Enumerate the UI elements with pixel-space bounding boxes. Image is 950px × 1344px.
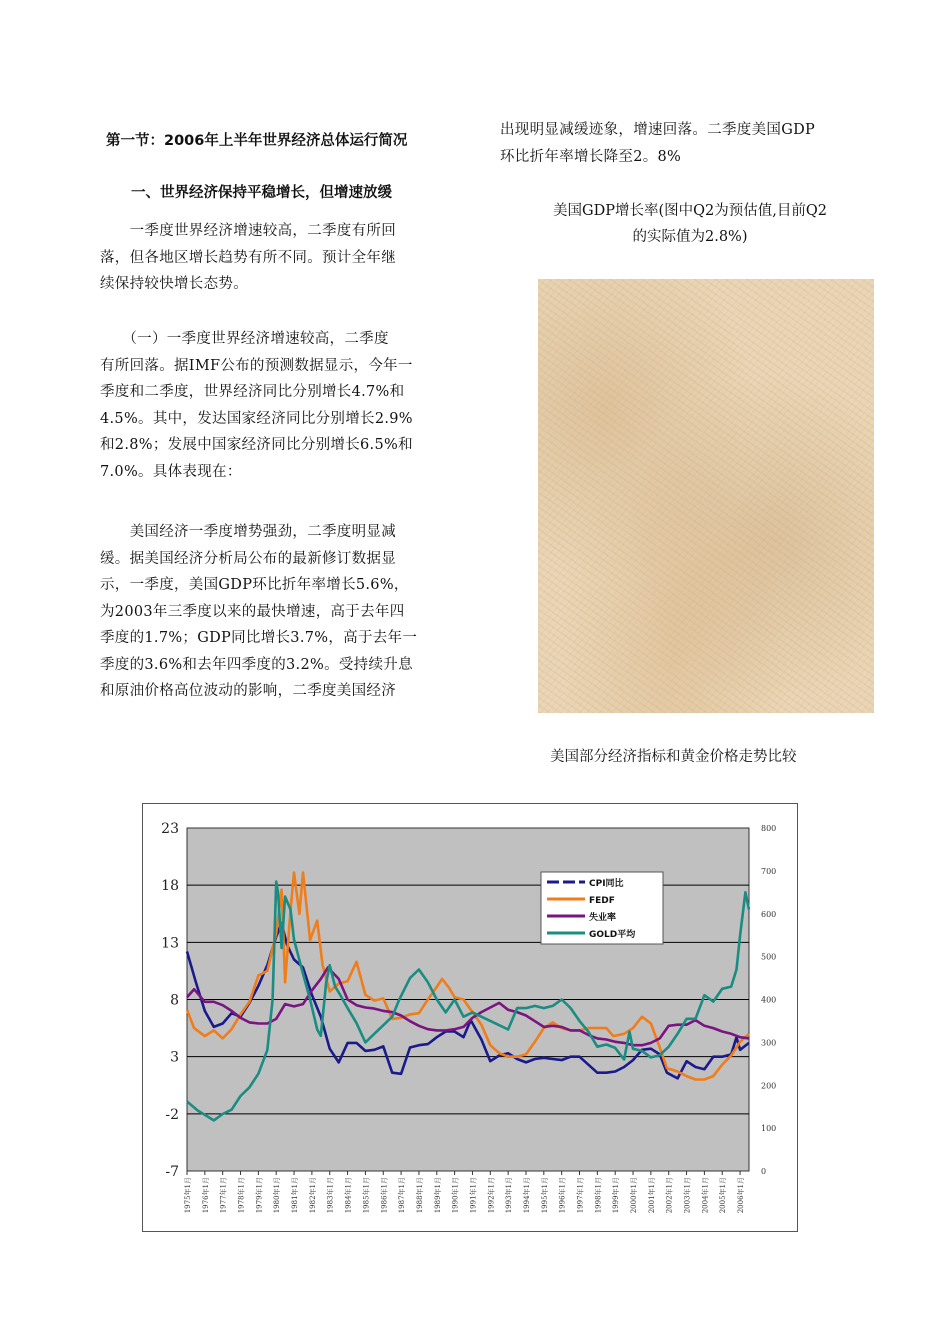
right-axis-tick: 700	[761, 866, 777, 876]
x-axis-tick: 1976年1月	[201, 1177, 210, 1214]
right-axis-tick: 200	[761, 1081, 777, 1091]
right-axis-tick: 100	[761, 1124, 777, 1134]
x-axis-tick: 1986年1月	[380, 1177, 389, 1214]
legend-label: 失业率	[589, 913, 617, 923]
left-axis-tick: 3	[170, 1049, 179, 1066]
heading-1: 一、世界经济保持平稳增长，但增速放缓	[131, 185, 392, 201]
paragraph-continuation-line: 出现明显减缓迹象，增速回落。二季度美国GDP	[500, 122, 816, 138]
figure-caption-gold: 美国部分经济指标和黄金价格走势比较	[550, 749, 797, 765]
paragraph-1-line: 落，但各地区增长趋势有所不同。预计全年继	[100, 249, 396, 266]
paragraph-2-line: （一）一季度世界经济增速较高，二季度	[100, 331, 389, 347]
paragraph-2-line: 4.5%。其中，发达国家经济同比分别增长2.9%	[100, 410, 413, 427]
paragraph-3-line: 美国经济一季度增势强劲，二季度明显减	[100, 524, 396, 540]
x-axis-tick: 1990年1月	[451, 1177, 460, 1214]
paragraph-1-line: 一季度世界经济增速较高，二季度有所回	[100, 223, 396, 239]
x-axis-tick: 1987年1月	[398, 1177, 407, 1214]
x-axis-tick: 1983年1月	[326, 1177, 335, 1214]
x-axis-tick: 1988年1月	[415, 1177, 424, 1214]
right-axis-tick: 300	[761, 1038, 777, 1048]
x-axis-tick: 1993年1月	[505, 1177, 514, 1214]
x-axis-tick: 1997年1月	[576, 1177, 585, 1214]
x-axis-tick: 2006年1月	[737, 1177, 746, 1214]
x-axis-tick: 1994年1月	[522, 1177, 531, 1214]
paragraph-2-line: 和2.8%；发展中国家经济同比分别增长6.5%和	[100, 437, 413, 453]
left-axis-tick: -2	[165, 1106, 179, 1123]
x-axis-tick: 1981年1月	[291, 1177, 300, 1214]
x-axis-tick: 2003年1月	[683, 1177, 692, 1214]
left-axis-tick: 23	[161, 821, 179, 837]
x-axis-tick: 1975年1月	[184, 1177, 192, 1214]
section-title: 第一节：2006年上半年世界经济总体运行简况	[106, 133, 408, 149]
x-axis-tick: 1982年1月	[308, 1177, 317, 1214]
x-axis-tick: 1979年1月	[255, 1177, 264, 1214]
paragraph-2-line: 季度和二季度，世界经济同比分别增长4.7%和	[100, 384, 405, 400]
gold-indicators-chart	[142, 803, 798, 1232]
legend-label: FEDF	[589, 896, 615, 906]
paragraph-1-line: 续保持较快增长态势。	[100, 276, 248, 292]
chart-svg	[143, 804, 797, 1231]
x-axis-tick: 1992年1月	[487, 1177, 496, 1214]
left-axis-tick: 13	[161, 935, 179, 952]
paragraph-3	[100, 519, 445, 705]
x-axis-tick: 2001年1月	[647, 1177, 656, 1214]
x-axis-tick: 1978年1月	[237, 1177, 246, 1214]
x-axis-tick: 1998年1月	[594, 1177, 603, 1214]
paragraph-2-line: 有所回落。据IMF公布的预测数据显示，今年一	[100, 357, 413, 374]
x-axis-tick: 2004年1月	[701, 1177, 710, 1214]
caption-gdp-line: 美国GDP增长率(图中Q2为预估值,目前Q2	[553, 203, 827, 219]
left-axis-tick: 8	[170, 992, 179, 1009]
paragraph-1	[100, 218, 445, 298]
paragraph-3-line: 缓。据美国经济分析局公布的最新修订数据显	[100, 550, 396, 567]
figure-caption-gdp	[500, 198, 880, 250]
paragraph-continuation-line: 环比折年率增长降至2。8%	[500, 148, 682, 165]
x-axis-tick: 2002年1月	[665, 1177, 674, 1214]
paragraph-3-line: 季度的1.7%；GDP同比增长3.7%，高于去年一	[100, 630, 418, 646]
x-axis-tick: 2000年1月	[630, 1177, 639, 1214]
right-axis-tick: 600	[761, 909, 777, 919]
paragraph-3-line: 示，一季度，美国GDP环比折年率增长5.6%，	[100, 577, 409, 593]
paragraph-3-line: 为2003年三季度以来的最快增速，高于去年四	[100, 603, 405, 620]
x-axis-tick: 1996年1月	[558, 1177, 567, 1214]
legend-label: GOLD平均	[589, 930, 636, 940]
x-axis-tick: 2005年1月	[719, 1177, 728, 1214]
paragraph-2	[100, 326, 445, 485]
x-axis-tick: 1985年1月	[362, 1177, 371, 1214]
x-axis-tick: 1977年1月	[219, 1177, 228, 1214]
x-axis-tick: 1980年1月	[273, 1177, 282, 1214]
x-axis-tick: 1995年1月	[540, 1177, 549, 1214]
x-axis-tick: 1991年1月	[469, 1177, 478, 1214]
right-axis-tick: 500	[761, 952, 777, 962]
x-axis-tick: 1989年1月	[433, 1177, 442, 1214]
paragraph-3-line: 季度的3.6%和去年四季度的3.2%。受持续升息	[100, 656, 413, 673]
right-axis-tick: 800	[761, 824, 777, 833]
right-axis-tick: 0	[761, 1167, 767, 1176]
paragraph-continuation	[500, 117, 860, 170]
caption-gdp-line: 的实际值为2.8%)	[632, 229, 748, 245]
paragraph-2-line: 7.0%。具体表现在：	[100, 463, 242, 480]
x-axis-tick: 1984年1月	[344, 1177, 353, 1214]
left-axis-tick: -7	[165, 1164, 179, 1180]
paragraph-3-line: 和原油价格高位波动的影响，二季度美国经济	[100, 683, 396, 699]
right-axis-tick: 400	[761, 995, 777, 1005]
gdp-chart-image-placeholder	[538, 279, 874, 713]
legend-label: CPI同比	[589, 879, 624, 889]
x-axis-tick: 1999年1月	[612, 1177, 621, 1214]
left-axis-tick: 18	[161, 878, 179, 895]
